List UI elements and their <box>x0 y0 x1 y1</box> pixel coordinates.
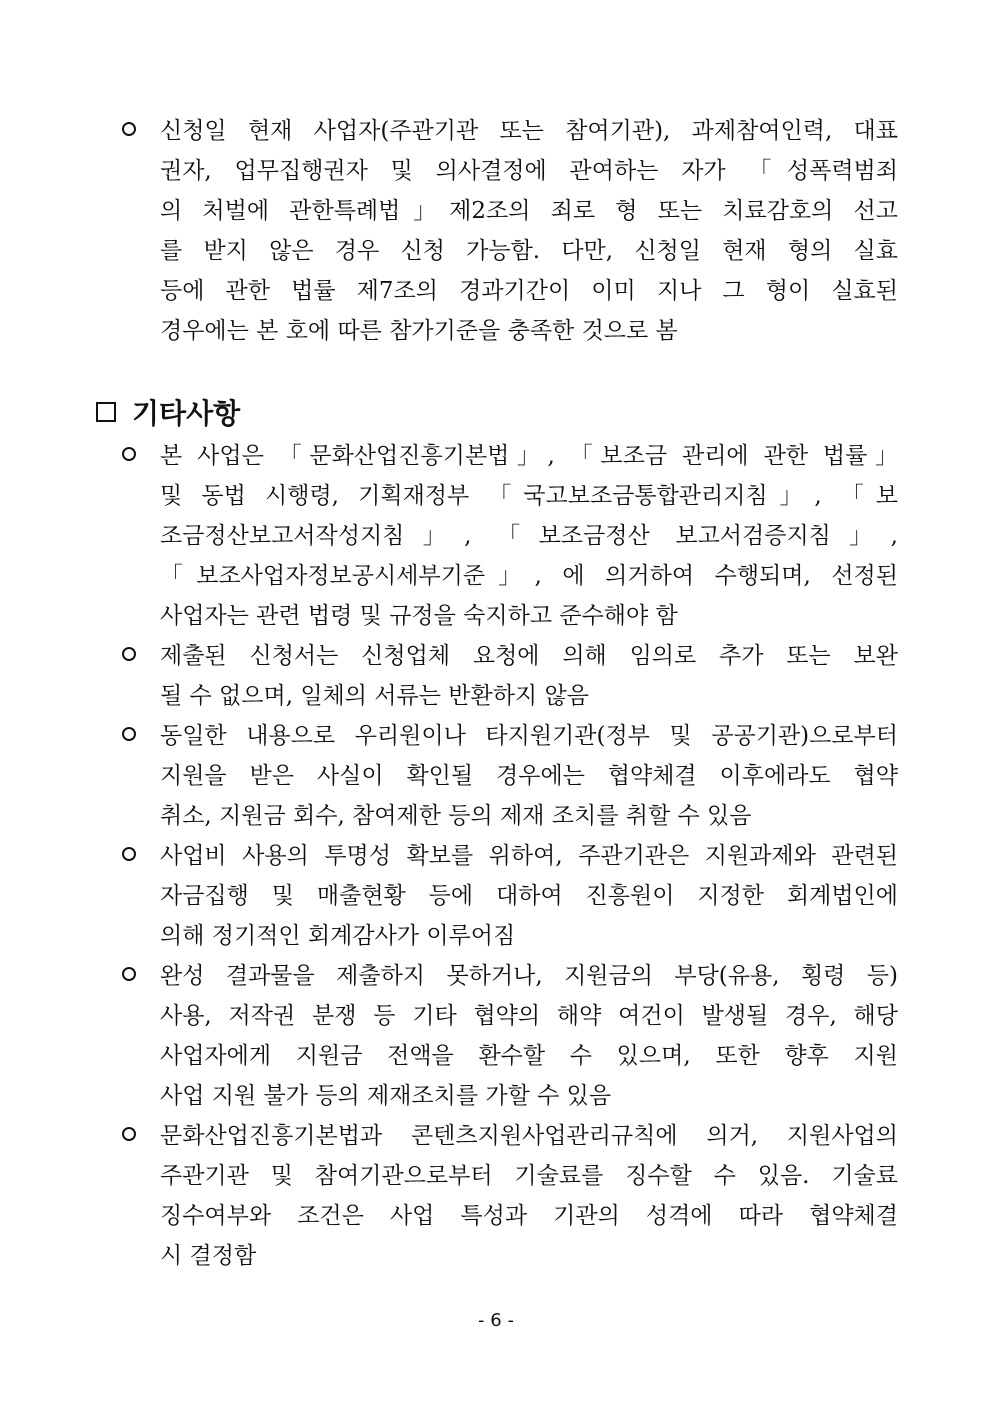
text-line: 시 결정함 <box>160 1243 257 1269</box>
text-line: 완성 결과물을 제출하지 못하거나, 지원금의 부당(유용, 횡령 등) <box>160 963 898 989</box>
text-line: 사업비 사용의 투명성 확보를 위하여, 주관기관은 지원과제와 관련된 <box>160 843 898 869</box>
text-line: 사업자는 관련 법령 및 규정을 숙지하고 준수해야 함 <box>160 603 678 629</box>
section-title: 기타사항 <box>132 397 241 430</box>
text-line: 문화산업진흥기본법과 콘텐츠지원사업관리규칙에 의거, 지원사업의 <box>160 1123 898 1149</box>
text-line: 신청일 현재 사업자(주관기관 또는 참여기관), 과제참여인력, 대표 <box>160 118 898 144</box>
circle-bullet-icon <box>122 847 136 861</box>
text-line: 조금정산보고서작성지침」, 「보조금정산 보고서검증지침」, <box>160 523 898 549</box>
text-line: 본 사업은 「문화산업진흥기본법」, 「보조금 관리에 관한 법률」 <box>160 443 898 469</box>
text-line: 될 수 없으며, 일체의 서류는 반환하지 않음 <box>160 683 589 709</box>
text-line: 사용, 저작권 분쟁 등 기타 협약의 해약 여건이 발생될 경우, 해당 <box>160 1003 898 1029</box>
page-number: - 6 - <box>478 1310 514 1331</box>
text-line: 징수여부와 조건은 사업 특성과 기관의 성격에 따라 협약체결 <box>160 1203 898 1229</box>
circle-bullet-icon <box>122 727 136 741</box>
section-heading <box>96 392 240 432</box>
text-line: 를 받지 않은 경우 신청 가능함. 다만, 신청일 현재 형의 실효 <box>160 238 898 264</box>
text-line: 자금집행 및 매출현황 등에 대하여 진흥원이 지정한 회계법인에 <box>160 883 898 909</box>
text-line: 사업 지원 불가 등의 제재조치를 가할 수 있음 <box>160 1083 612 1109</box>
text-line: 경우에는 본 호에 따른 참가기준을 충족한 것으로 봄 <box>160 318 678 344</box>
text-line: 지원을 받은 사실이 확인될 경우에는 협약체결 이후에라도 협약 <box>160 763 898 789</box>
circle-bullet-icon <box>122 447 136 461</box>
circle-bullet-icon <box>122 1127 136 1141</box>
text-line: 주관기관 및 참여기관으로부터 기술료를 징수할 수 있음. 기술료 <box>160 1163 898 1189</box>
text-line: 사업자에게 지원금 전액을 환수할 수 있으며, 또한 향후 지원 <box>160 1043 898 1069</box>
text-line: 및 동법 시행령, 기획재정부 「국고보조금통합관리지침」, 「보 <box>160 483 898 509</box>
text-line: 의해 정기적인 회계감사가 이루어짐 <box>160 923 516 949</box>
text-line: 권자, 업무집행권자 및 의사결정에 관여하는 자가 「성폭력범죄 <box>160 158 898 184</box>
text-line: 동일한 내용으로 우리원이나 타지원기관(정부 및 공공기관)으로부터 <box>160 723 898 749</box>
circle-bullet-icon <box>122 967 136 981</box>
text-line: 등에 관한 법률 제7조의 경과기간이 이미 지나 그 형이 실효된 <box>160 278 898 304</box>
text-line: 제출된 신청서는 신청업체 요청에 의해 임의로 추가 또는 보완 <box>160 643 898 669</box>
checkbox-square-icon <box>96 402 116 422</box>
text-line: 취소, 지원금 회수, 참여제한 등의 제재 조치를 취할 수 있음 <box>160 803 752 829</box>
circle-bullet-icon <box>122 122 136 136</box>
text-line: 의 처벌에 관한특례법」제2조의 죄로 형 또는 치료감호의 선고 <box>160 198 898 224</box>
circle-bullet-icon <box>122 647 136 661</box>
text-line: 「보조사업자정보공시세부기준」, 에 의거하여 수행되며, 선정된 <box>160 563 898 589</box>
